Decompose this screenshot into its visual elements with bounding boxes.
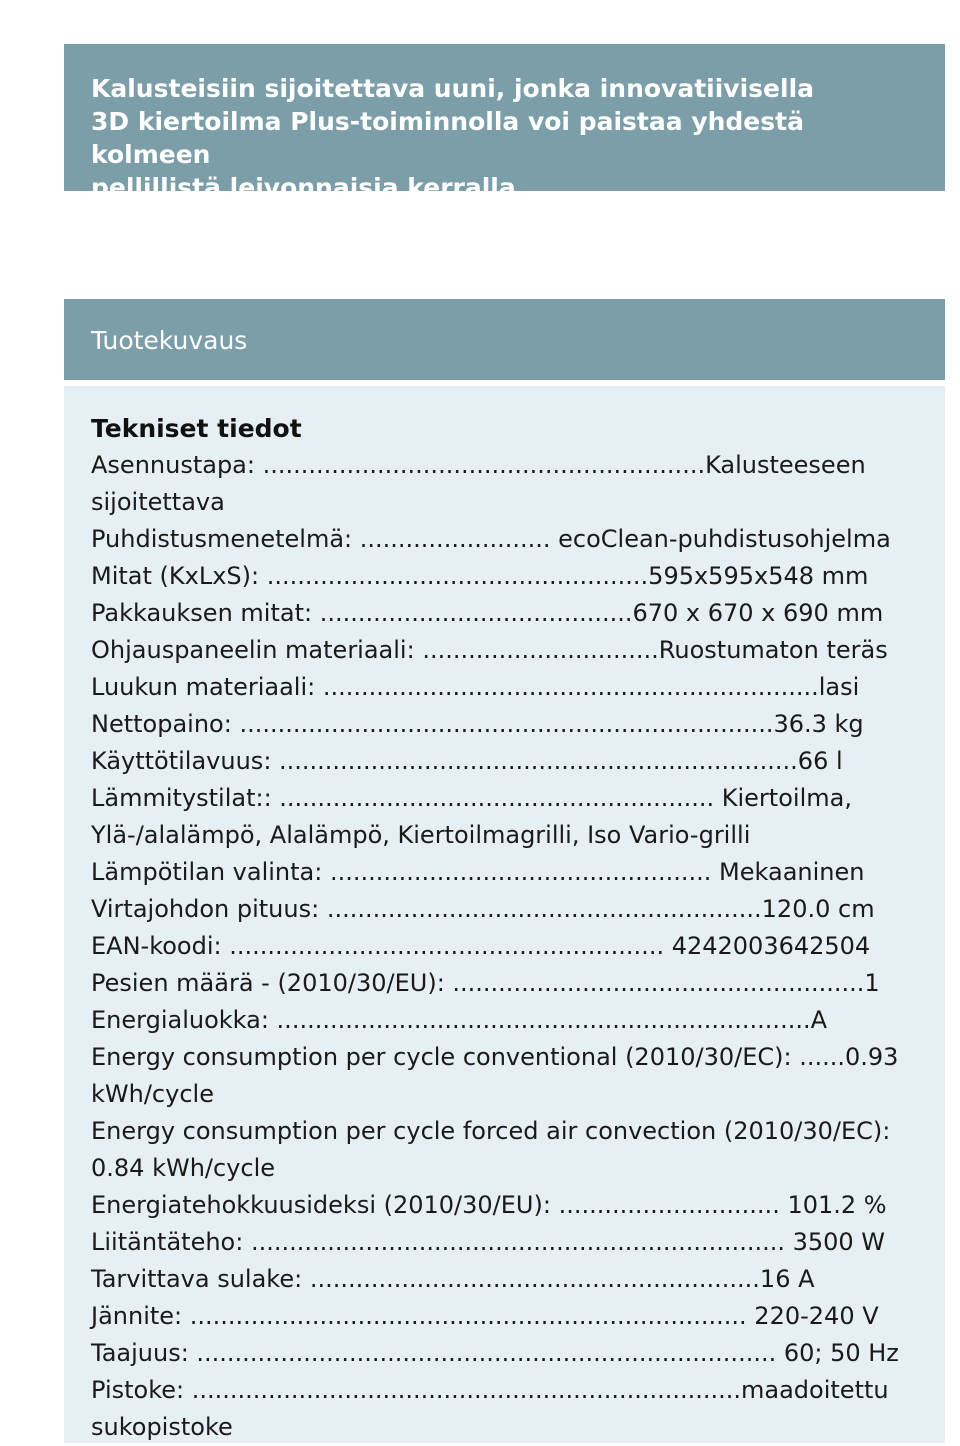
spec-row: sukopistoke xyxy=(91,1413,233,1441)
specs-heading: Tekniset tiedot xyxy=(91,414,302,443)
specs-panel xyxy=(64,386,945,1443)
spec-row: Taajuus: ............................................................................ 60; 50 Hz xyxy=(91,1339,899,1367)
spec-row: EAN-koodi: ......................................................... 4242003642504 xyxy=(91,932,871,960)
spec-row: Lämmitystilat:: ......................................................... Kiertoilma, xyxy=(91,784,852,812)
spec-row: Mitat (KxLxS): ..................................................595x595x548 mm xyxy=(91,562,869,590)
spec-row: Energy consumption per cycle conventional (2010/30/EC): ......0.93 xyxy=(91,1043,899,1071)
spec-row: Energy consumption per cycle forced air convection (2010/30/EC): xyxy=(91,1117,891,1145)
spec-row: Liitäntäteho: ...................................................................... 3500 W xyxy=(91,1228,886,1256)
spec-row: 0.84 kWh/cycle xyxy=(91,1154,276,1182)
section-title: Tuotekuvaus xyxy=(91,326,248,355)
spec-row: Lämpötilan valinta: .................................................. Mekaaninen xyxy=(91,858,865,886)
intro-text xyxy=(91,72,918,204)
intro-line: 3D kiertoilma Plus-toiminnolla voi paistaa yhdestä kolmeen xyxy=(91,107,804,169)
spec-row: Asennustapa: ..........................................................Kalusteeseen xyxy=(91,451,866,479)
intro-banner xyxy=(64,44,945,202)
intro-line: Kalusteisiin sijoitettava uuni, jonka innovatiivisella xyxy=(91,74,815,103)
spec-row: Pistoke: ........................................................................maadoitettu xyxy=(91,1376,889,1404)
spec-row: Energialuokka: ......................................................................A xyxy=(91,1006,827,1034)
spec-row: Jännite: ......................................................................... 220-240 V xyxy=(91,1302,879,1330)
section-header xyxy=(64,299,945,380)
spec-row: Ylä-/alalämpö, Alalämpö, Kiertoilmagrilli, Iso Vario-grilli xyxy=(91,821,751,849)
spec-row: Nettopaino: ......................................................................36.3 kg xyxy=(91,710,864,738)
intro-line: pellillistä leivonnaisia kerralla. xyxy=(91,173,526,202)
spec-row: Pesien määrä - (2010/30/EU): ......................................................1 xyxy=(91,969,880,997)
spec-list xyxy=(91,447,918,1446)
spec-row: Käyttötilavuus: ....................................................................66 l xyxy=(91,747,843,775)
spec-row: Puhdistusmenetelmä: ......................... ecoClean-puhdistusohjelma xyxy=(91,525,891,553)
spec-row: kWh/cycle xyxy=(91,1080,214,1108)
spec-row: Energiatehokkuusideksi (2010/30/EU): ............................. 101.2 % xyxy=(91,1191,887,1219)
spec-row: Virtajohdon pituus: .........................................................120.0 cm xyxy=(91,895,875,923)
spec-row: Luukun materiaali: .................................................................lasi xyxy=(91,673,860,701)
spec-row: Tarvittava sulake: ...........................................................16 A xyxy=(91,1265,815,1293)
spec-row: sijoitettava xyxy=(91,488,225,516)
spec-row: Ohjauspaneelin materiaali: ...............................Ruostumaton teräs xyxy=(91,636,888,664)
spec-row: Pakkauksen mitat: .........................................670 x 670 x 690 mm xyxy=(91,599,884,627)
